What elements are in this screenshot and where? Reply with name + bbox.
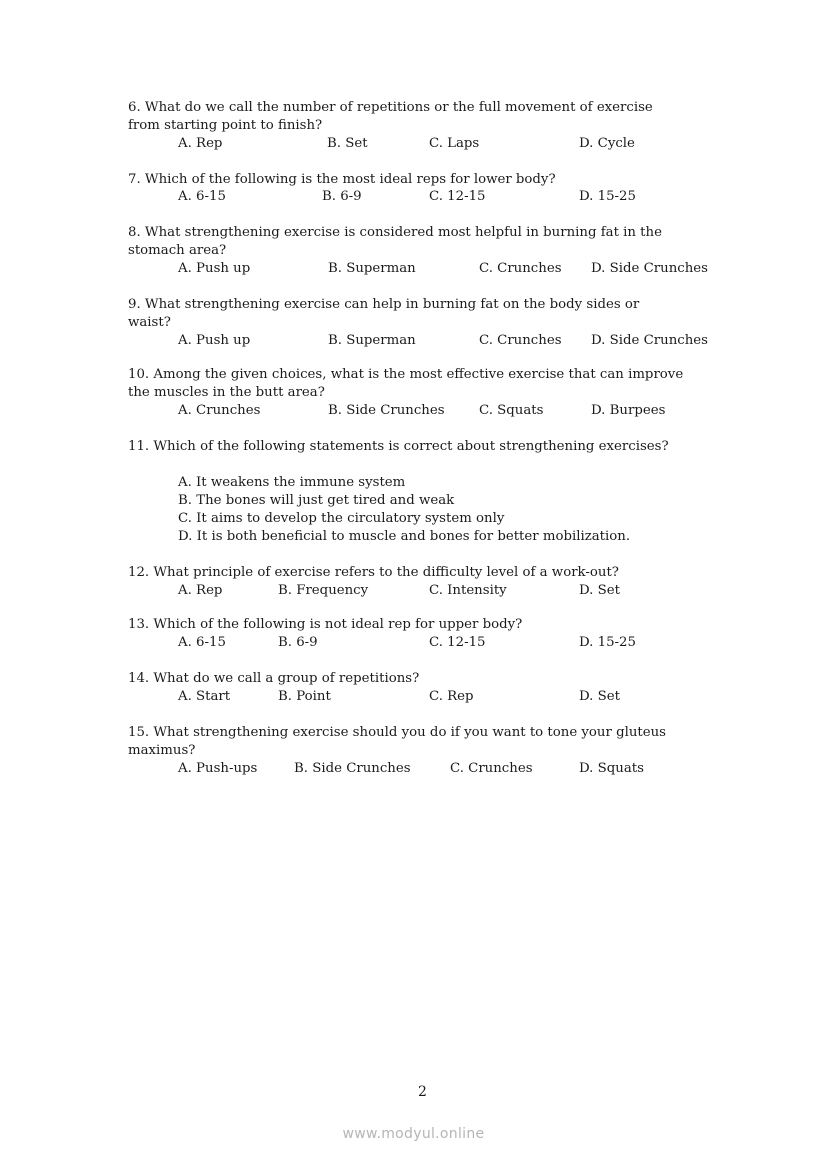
answer-option: A. 6-15 [178, 189, 226, 204]
answer-option: D. 15-25 [579, 635, 636, 650]
answer-option: A. Crunches [178, 403, 261, 418]
answer-option: D. Burpees [591, 403, 666, 418]
answer-option: C. Rep [429, 689, 474, 704]
answer-option: B. Superman [328, 261, 416, 276]
answer-option: A. Rep [178, 136, 223, 151]
question-text: 13. Which of the following is not ideal rep for upper body? [128, 617, 523, 632]
answer-option: B. Point [278, 689, 331, 704]
answer-option: D. 15-25 [579, 189, 636, 204]
question-text: 10. Among the given choices, what is the most effective exercise that can improve [128, 367, 684, 382]
question-text: stomach area? [128, 243, 227, 258]
question-text: the muscles in the butt area? [128, 385, 325, 400]
answer-option: D. Side Crunches [591, 261, 708, 276]
answer-option: C. Laps [429, 136, 480, 151]
question-text: 15. What strengthening exercise should you do if you want to tone your gluteus [128, 725, 667, 740]
answer-option: D. Set [579, 583, 620, 598]
answer-option: A. Rep [178, 583, 223, 598]
answer-option: A. Push up [178, 333, 251, 348]
question-text: from starting point to finish? [128, 118, 323, 133]
question-text: 7. Which of the following is the most ideal reps for lower body? [128, 172, 556, 187]
answer-option: C. Squats [479, 403, 544, 418]
answer-option: D. Side Crunches [591, 333, 708, 348]
page-number: 2 [418, 1084, 427, 1100]
answer-option: A. Start [178, 689, 231, 704]
question-text: 6. What do we call the number of repetitions or the full movement of exercise [128, 100, 653, 115]
answer-option: C. Crunches [479, 333, 562, 348]
question-text: 9. What strengthening exercise can help in burning fat on the body sides or [128, 297, 640, 312]
answer-option: B. Side Crunches [294, 761, 411, 776]
question-text: 8. What strengthening exercise is considered most helpful in burning fat in the [128, 225, 662, 240]
answer-option: C. 12-15 [429, 635, 486, 650]
question-text: 12. What principle of exercise refers to the difficulty level of a work-out? [128, 565, 619, 580]
answer-option: A. Push-ups [178, 761, 258, 776]
answer-option: B. 6-9 [322, 189, 362, 204]
answer-option: D. Squats [579, 761, 644, 776]
answer-option: C. Crunches [479, 261, 562, 276]
answer-option: A. 6-15 [178, 635, 226, 650]
answer-option: B. The bones will just get tired and weak [178, 493, 455, 508]
answer-option: B. Frequency [278, 583, 369, 598]
answer-option: C. Crunches [450, 761, 533, 776]
answer-option: B. 6-9 [278, 635, 318, 650]
answer-option: D. Cycle [579, 136, 635, 151]
question-text: maximus? [128, 743, 196, 758]
answer-option: C. 12-15 [429, 189, 486, 204]
answer-option: D. Set [579, 689, 620, 704]
answer-option: B. Side Crunches [328, 403, 445, 418]
question-text: 14. What do we call a group of repetitions? [128, 671, 420, 686]
answer-option: A. It weakens the immune system [178, 475, 406, 490]
answer-option: B. Superman [328, 333, 416, 348]
watermark: www.modyul.online [342, 1126, 485, 1142]
answer-option: C. It aims to develop the circulatory system only [178, 511, 505, 526]
question-text: 11. Which of the following statements is correct about strengthening exercises? [128, 439, 669, 454]
answer-option: B. Set [327, 136, 368, 151]
answer-option: D. It is both beneficial to muscle and bones for better mobilization. [178, 529, 631, 544]
answer-option: A. Push up [178, 261, 251, 276]
question-text: waist? [128, 315, 171, 330]
answer-option: C. Intensity [429, 583, 507, 598]
